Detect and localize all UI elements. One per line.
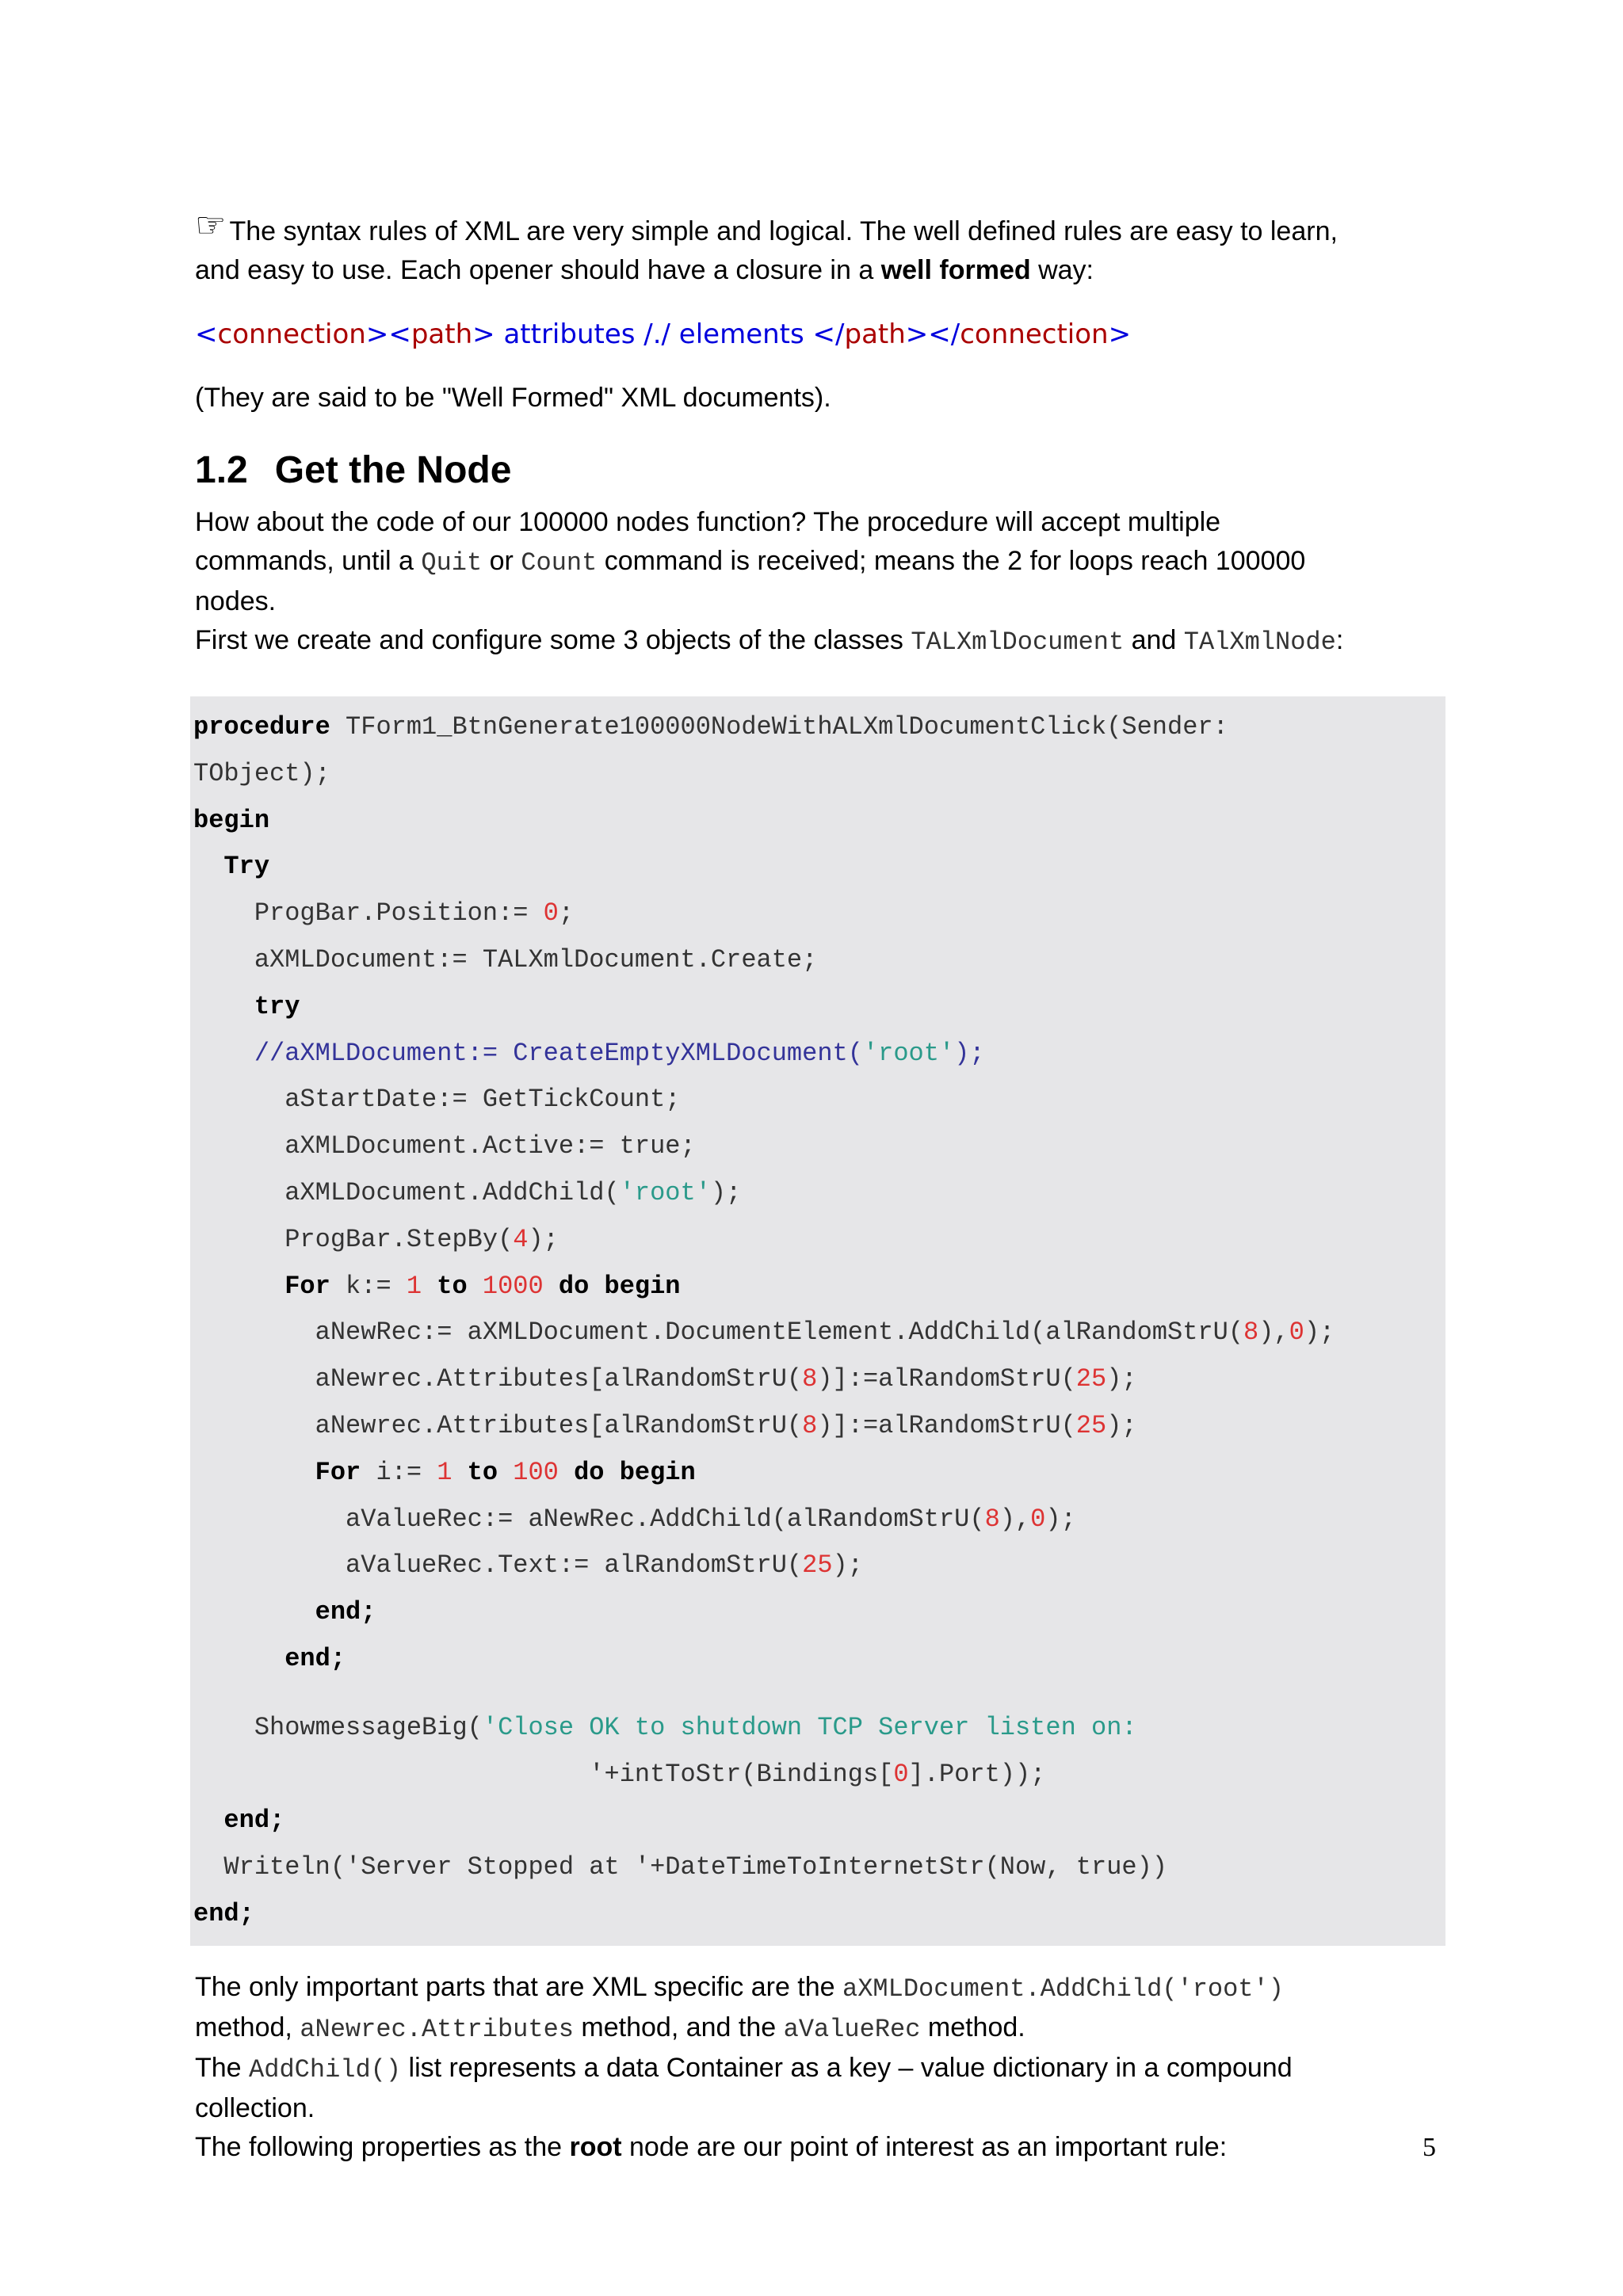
paragraph-intro-code: How about the code of our 100000 nodes function? The procedure will accept multiple commands, until a Quit or Count command is received; means the 2 for loops reach 100000 nodes. First we create and configure some 3 objects of the classes TALXmlDocument and TAlXmlNode: xyxy=(195,507,1344,657)
code-line: aValueRec:= aNewRec.AddChild(alRandomStrU(8),0); xyxy=(346,1504,1076,1534)
section-title: Get the Node xyxy=(274,449,512,491)
page-number: 5 xyxy=(1423,2133,1436,2162)
xml-example-line: <connection><path> attributes /./ elements </path></connection> xyxy=(195,318,1132,350)
document-page xyxy=(195,206,1445,2167)
code-line: aXMLDocument.AddChild('root'); xyxy=(285,1177,742,1207)
code-line: Try xyxy=(223,852,270,882)
code-line: Writeln('Server Stopped at '+DateTimeToInternetStr(Now, true)) xyxy=(223,1852,1167,1882)
section-heading xyxy=(195,444,1445,497)
code-line: end; xyxy=(223,1806,285,1836)
code-line: aStartDate:= GetTickCount; xyxy=(285,1085,681,1115)
code-line: For k:= 1 to 1000 do begin xyxy=(285,1271,681,1301)
code-line: aXMLDocument.Active:= true; xyxy=(285,1131,696,1161)
code-line: aNewrec.Attributes[alRandomStrU(8)]:=alRandomStrU(25); xyxy=(315,1364,1137,1394)
code-line: //aXMLDocument:= CreateEmptyXMLDocument('root'); xyxy=(254,1038,985,1068)
code-line: ProgBar.Position:= 0; xyxy=(254,898,575,929)
code-line: For i:= 1 to 100 do begin xyxy=(315,1457,696,1487)
code-line: ShowmessageBig('Close OK to shutdown TCP Server listen on: xyxy=(254,1712,1137,1742)
pointing-hand-icon: ☞ xyxy=(195,206,227,245)
code-line: end; xyxy=(285,1643,346,1673)
intro-paragraph: ☞ The syntax rules of XML are very simple and logical. The well defined rules are easy to learn, and easy to use. Each opener should have a closure in a well formed way: xyxy=(195,206,1338,285)
code-line: TObject); xyxy=(193,758,330,788)
code-line: try xyxy=(254,991,300,1021)
code-line: aValueRec.Text:= alRandomStrU(25); xyxy=(346,1550,863,1581)
code-block xyxy=(190,696,1445,1946)
well-formed-note: (They are said to be "Well Formed" XML documents). xyxy=(195,383,831,413)
code-line: aNewrec.Attributes[alRandomStrU(8)]:=alRandomStrU(25); xyxy=(315,1410,1137,1440)
code-line: procedure TForm1_BtnGenerate100000NodeWithALXmlDocumentClick(Sender: xyxy=(193,712,1228,742)
code-line: aXMLDocument:= TALXmlDocument.Create; xyxy=(254,944,818,974)
section-number: 1.2 xyxy=(195,449,248,491)
code-line: end; xyxy=(315,1597,376,1627)
code-line: aNewRec:= aXMLDocument.DocumentElement.AddChild(alRandomStrU(8),0); xyxy=(315,1318,1335,1348)
paragraph-xml-specific: The only important parts that are XML specific are the aXMLDocument.AddChild('root') method, aNewrec.Attributes method, and the aValueRec method. The AddChild() list represents a data Container as a key – value dictionary in a compound collection. The following properties as the root node are our point of interest as an important rule: xyxy=(195,1971,1293,2162)
code-line: end; xyxy=(193,1898,254,1928)
code-line: ProgBar.StepBy(4); xyxy=(285,1224,559,1254)
code-line: begin xyxy=(193,805,270,835)
code-line: '+intToStr(Bindings[0].Port)); xyxy=(589,1759,1046,1789)
